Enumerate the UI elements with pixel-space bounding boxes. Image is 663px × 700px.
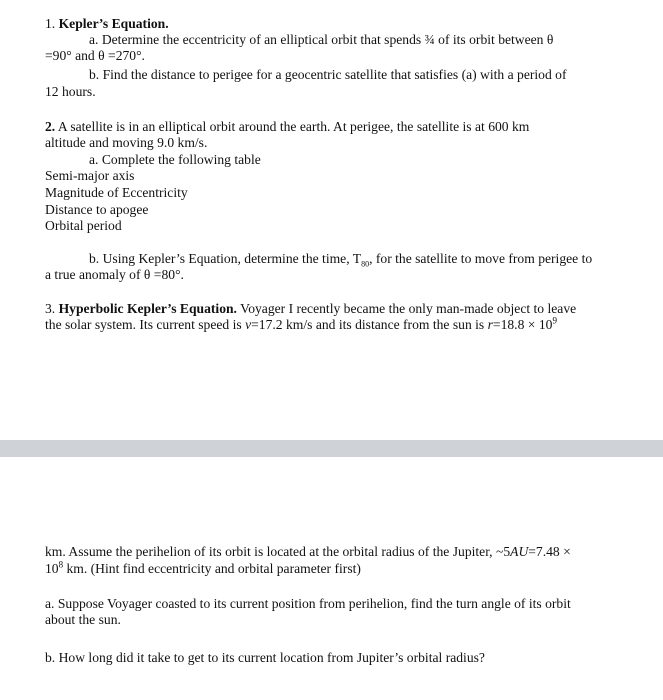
q3-cont-line2 (45, 561, 361, 577)
q2-b-subscript: 80 (361, 259, 370, 269)
q1-b-line2: 12 hours. (45, 84, 96, 99)
q2-b-line1 (89, 251, 592, 267)
q2-b-text-cont: , for the satellite to move from perigee to (369, 251, 593, 266)
q3-intro-text: Voyager I recently became the only man-made object to leave (240, 301, 577, 316)
q2-table-row-semimajor: Semi-major axis (45, 168, 135, 183)
q3-a-line2: about the sun. (45, 612, 121, 627)
q3-radius-value: =18.8 × 10 (492, 317, 553, 332)
q3-number: 3. (45, 301, 56, 316)
q3-cont-line1 (45, 544, 571, 560)
q3-title: Hyperbolic Kepler’s Equation. (58, 301, 237, 316)
q2-intro-line2: altitude and moving 9.0 km/s. (45, 135, 208, 150)
q3-cont-hint: km. (Hint find eccentricity and orbital parameter first) (63, 561, 361, 576)
q3-au-value: =7.48 × (528, 544, 571, 559)
q2-b-line2: a true anomaly of θ =80°. (45, 267, 184, 282)
page-break-divider (0, 440, 663, 457)
q1-a-line1: a. Determine the eccentricity of an elliptical orbit that spends ¾ of its orbit between θ (89, 32, 554, 47)
q1-title: Kepler’s Equation. (58, 16, 169, 31)
q3-cont-exponent: 8 (58, 559, 64, 570)
q3-velocity-symbol: v (245, 317, 252, 332)
q3-radius-symbol: r (487, 317, 493, 332)
q1-b-line1: b. Find the distance to perigee for a geocentric satellite that satisfies (a) with a period of (89, 67, 567, 82)
q2-table-row-apogee: Distance to apogee (45, 202, 149, 217)
q3-radius-exponent: 9 (552, 315, 557, 326)
q2-number: 2. (45, 119, 56, 134)
q2-table-row-period: Orbital period (45, 218, 122, 233)
q3-intro-text2: the solar system. Its current speed is (45, 317, 246, 332)
q2-b-text: b. Using Kepler’s Equation, determine the time, T (89, 251, 362, 266)
q1-heading (45, 16, 169, 32)
q3-b-line1: b. How long did it take to get to its current location from Jupiter’s orbital radius? (45, 650, 485, 665)
q2-table-row-eccentricity: Magnitude of Eccentricity (45, 185, 188, 200)
q3-intro-line1 (45, 301, 576, 317)
q2-intro-text: A satellite is in an elliptical orbit around the earth. At perigee, the satellite is at 600 km (57, 119, 530, 134)
q3-velocity-value: =17.2 km/s and its distance from the sun is (251, 317, 488, 332)
q3-cont-text: km. Assume the perihelion of its orbit is located at the orbital radius of the Jupiter, ~5 (45, 544, 511, 559)
q1-number: 1. (45, 16, 56, 31)
q1-a-line2: =90° and θ =270°. (45, 48, 145, 63)
q3-au-symbol: AU (510, 544, 529, 559)
q3-a-line1: a. Suppose Voyager coasted to its current position from perihelion, find the turn angle of its orbit (45, 596, 571, 611)
q3-cont-base: 10 (45, 561, 59, 576)
q2-a-label: a. Complete the following table (89, 152, 261, 167)
q2-intro-line1 (45, 119, 529, 135)
q3-intro-line2 (45, 317, 557, 333)
